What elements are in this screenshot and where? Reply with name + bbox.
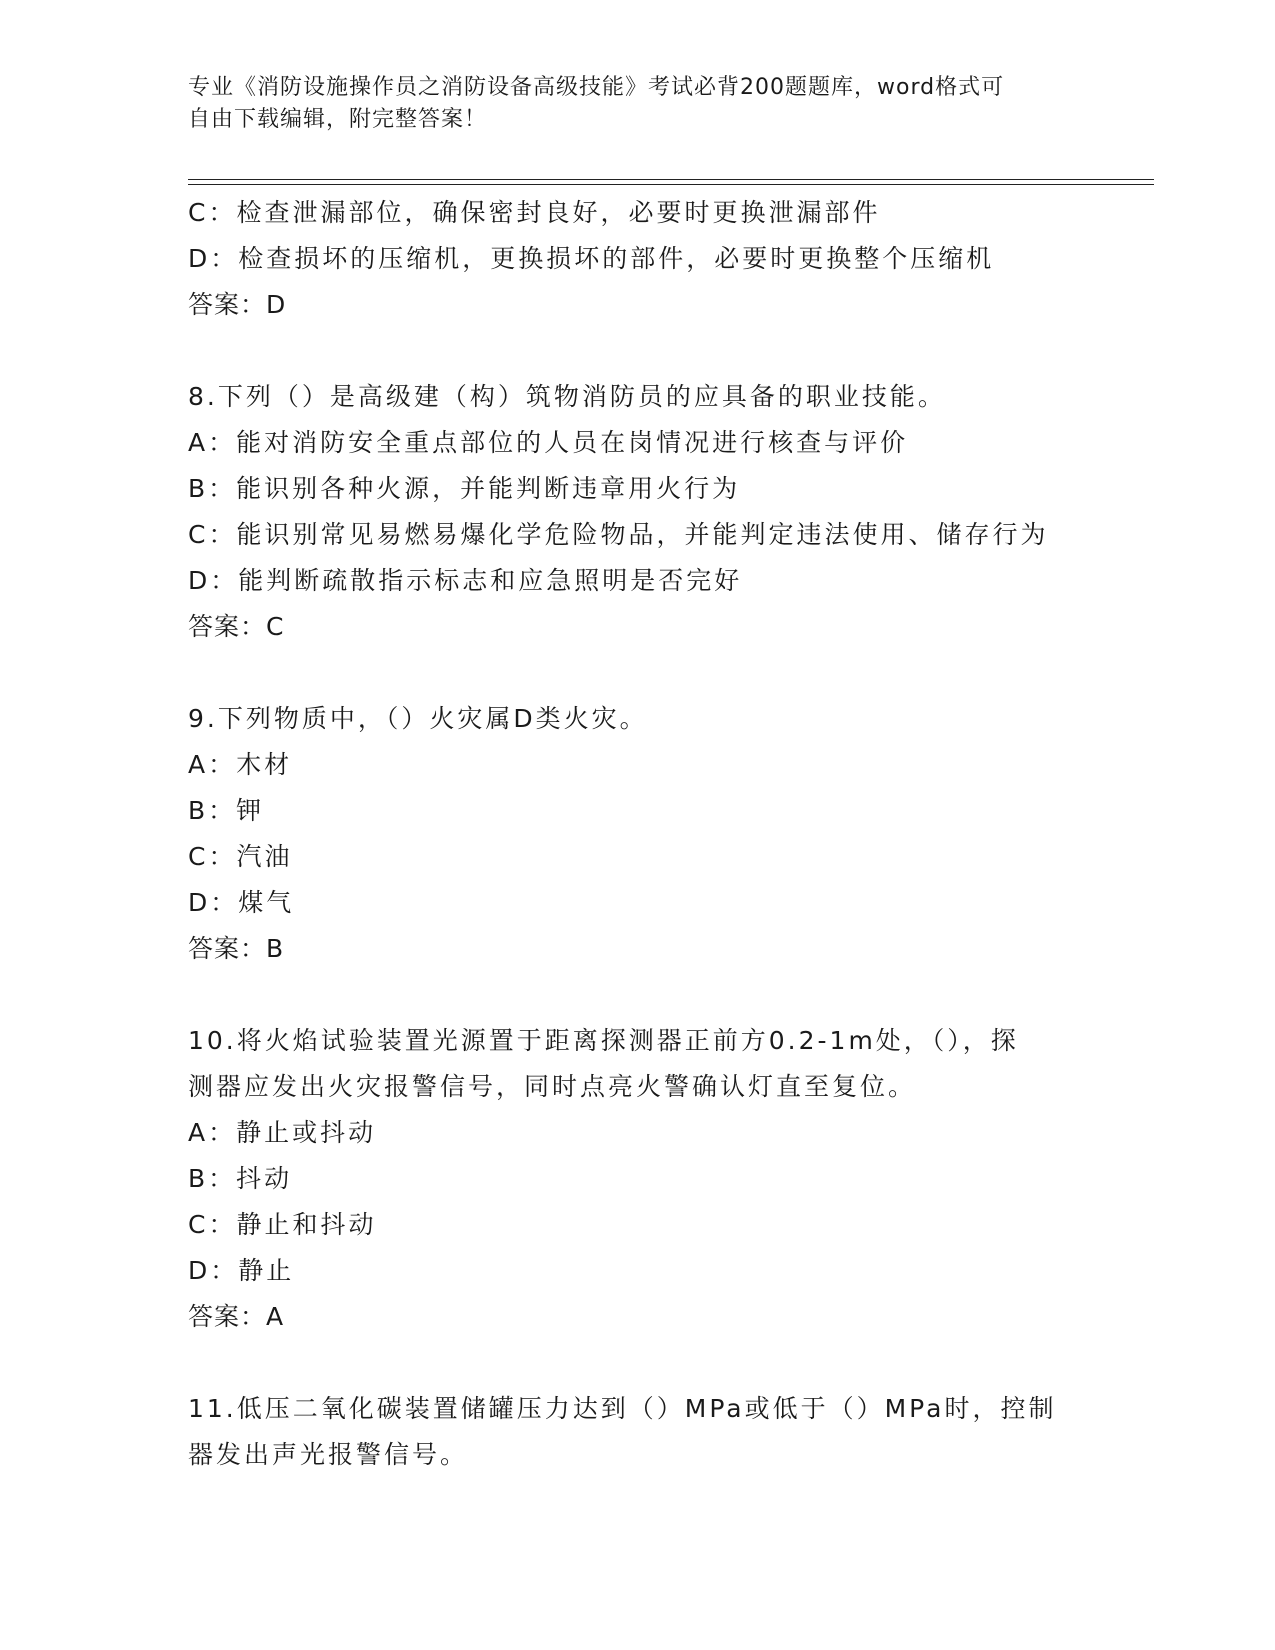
- question-content: [188, 190, 1108, 1478]
- option-a: A：木材: [188, 750, 293, 779]
- question-block-9: [188, 696, 1108, 972]
- option-d: D：检查损坏的压缩机，更换损坏的部件，必要时更换整个压缩机: [188, 244, 995, 273]
- header-line-1: 专业《消防设施操作员之消防设备高级技能》考试必背200题题库，word格式可: [188, 75, 1005, 100]
- option-c: C：检查泄漏部位，确保密封良好，必要时更换泄漏部件: [188, 198, 881, 227]
- document-header: [188, 72, 1068, 136]
- answer-line: 答案：C: [188, 612, 285, 641]
- option-d: D：静止: [188, 1256, 295, 1285]
- question-text-line-1: 10.将火焰试验装置光源置于距离探测器正前方0.2-1m处，（），探: [188, 1026, 1019, 1055]
- header-divider-bottom: [188, 184, 1154, 185]
- option-c: C：汽油: [188, 842, 293, 871]
- question-block-11: [188, 1386, 1108, 1478]
- option-a: A：静止或抖动: [188, 1118, 377, 1147]
- question-text: 9.下列物质中，（）火灾属D类火灾。: [188, 704, 648, 733]
- option-a: A：能对消防安全重点部位的人员在岗情况进行核查与评价: [188, 428, 909, 457]
- option-d: D：煤气: [188, 888, 295, 917]
- option-d: D：能判断疏散指示标志和应急照明是否完好: [188, 566, 743, 595]
- question-block-7: [188, 190, 1108, 328]
- option-c: C：能识别常见易燃易爆化学危险物品，并能判定违法使用、储存行为: [188, 520, 1049, 549]
- question-text-line-2: 器发出声光报警信号。: [188, 1440, 469, 1469]
- question-text: 8.下列（）是高级建（构）筑物消防员的应具备的职业技能。: [188, 382, 946, 411]
- option-b: B：能识别各种火源，并能判断违章用火行为: [188, 474, 741, 503]
- answer-line: 答案：B: [188, 934, 285, 963]
- option-b: B：钾: [188, 796, 265, 825]
- question-block-10: [188, 1018, 1108, 1340]
- option-c: C：静止和抖动: [188, 1210, 377, 1239]
- header-line-2: 自由下载编辑，附完整答案！: [188, 107, 488, 132]
- question-text-line-1: 11.低压二氧化碳装置储罐压力达到（）MPa或低于（）MPa时，控制: [188, 1394, 1057, 1423]
- header-divider-top: [188, 179, 1154, 180]
- question-block-8: [188, 374, 1108, 650]
- option-b: B：抖动: [188, 1164, 293, 1193]
- question-text-line-2: 测器应发出火灾报警信号，同时点亮火警确认灯直至复位。: [188, 1072, 917, 1101]
- answer-line: 答案：D: [188, 290, 287, 319]
- answer-line: 答案：A: [188, 1302, 285, 1331]
